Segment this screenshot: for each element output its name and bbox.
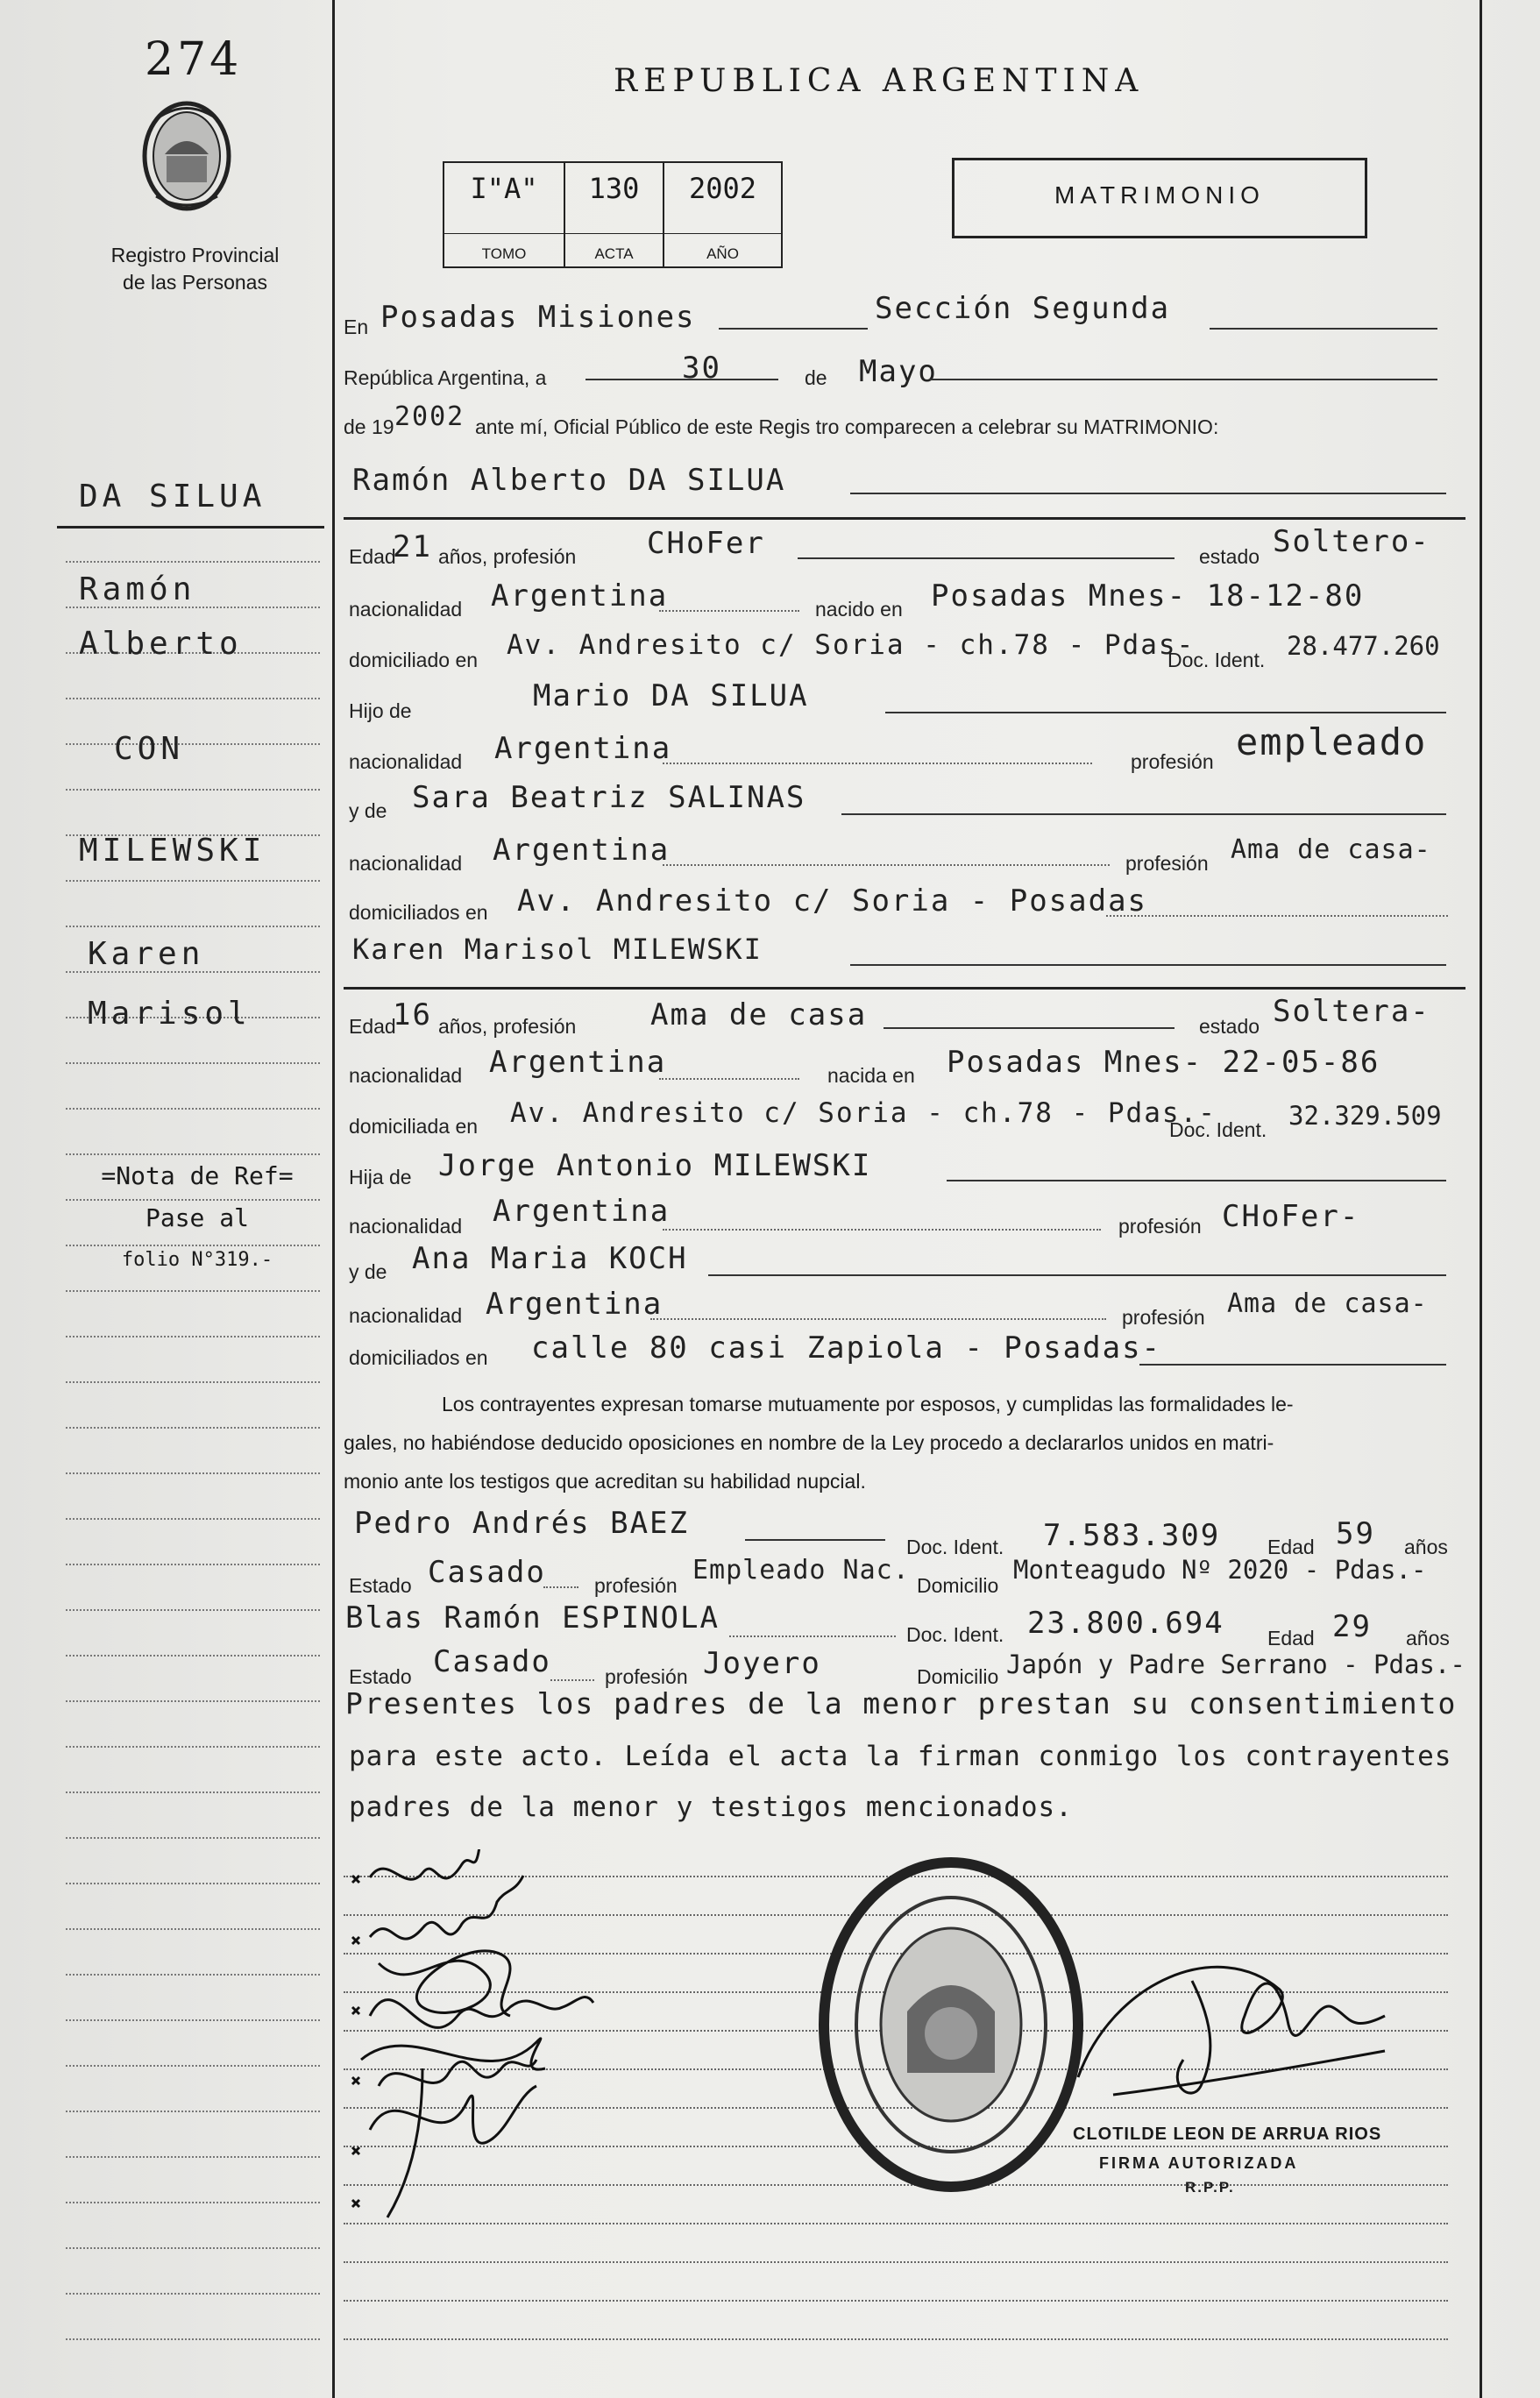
- bride-father-nac-dots: [663, 1229, 1101, 1231]
- groom-nacido-label: nacido en: [815, 598, 903, 621]
- closing-line1: Presentes los padres de la menor prestan su consentimiento: [345, 1686, 1458, 1720]
- margin-groom-surname: DA SILUA: [79, 479, 266, 514]
- official-seal-stamp: [815, 1854, 1087, 2196]
- witness1-edad-label: Edad: [1267, 1536, 1315, 1558]
- bride-father-prof: CHoFer-: [1222, 1199, 1360, 1234]
- signature-dotted-line: [344, 2338, 1448, 2340]
- margin-dotted-line: [66, 1609, 320, 1611]
- intro-day: 30: [682, 351, 721, 386]
- bride-father-nac-label: nacionalidad: [349, 1215, 463, 1238]
- witness1-doc: 7.583.309: [1043, 1518, 1221, 1553]
- witness2-name-dots: [729, 1635, 896, 1637]
- bride-nac-label: nacionalidad: [349, 1064, 463, 1087]
- groom-nac-dots: [659, 610, 799, 612]
- margin-dotted-line: [66, 2338, 320, 2340]
- bride-father-prof-label: profesión: [1118, 1215, 1202, 1238]
- bride-father-line: [947, 1180, 1446, 1181]
- tomo-cell: [444, 163, 565, 266]
- margin-bride-first-name: Karen: [88, 936, 205, 972]
- record-id-box: [443, 161, 783, 268]
- margin-dotted-line: [66, 880, 320, 882]
- margin-dotted-line: [66, 1791, 320, 1793]
- margin-dotted-line: [66, 1108, 320, 1110]
- groom-mother-prof-label: profesión: [1125, 852, 1209, 875]
- groom-edad: 21: [393, 529, 432, 564]
- intro-month: Mayo: [859, 354, 938, 389]
- groom-hijo-label: Hijo de: [349, 699, 412, 722]
- margin-dotted-line: [66, 2247, 320, 2249]
- witness1-edad: 59: [1336, 1516, 1375, 1551]
- margin-dotted-line: [66, 561, 320, 563]
- witness2-edad: 29: [1332, 1609, 1372, 1644]
- left-margin-rule: [332, 0, 335, 2398]
- intro-seccion-line: [1210, 328, 1437, 330]
- margin-bride-surname: MILEWSKI: [79, 833, 266, 869]
- tomo-value: I"A": [470, 172, 538, 205]
- margin-dotted-line: [66, 926, 320, 927]
- acta-value: 130: [588, 172, 640, 205]
- groom-father-nac-label: nacionalidad: [349, 750, 463, 773]
- witness2-estado: Casado: [433, 1644, 551, 1679]
- groom-father-nac: Argentina: [494, 731, 672, 766]
- bride-anios-label: años, profesión: [438, 1015, 577, 1038]
- margin-dotted-line: [66, 2019, 320, 2021]
- bride-nacida: Posadas Mnes- 22-05-86: [947, 1045, 1380, 1080]
- declaration-line1: Los contrayentes expresan tomarse mutuamente por esposos, y cumplidas las formalidades le-: [442, 1393, 1294, 1415]
- margin-dotted-line: [66, 1837, 320, 1839]
- bride-profesion-line: [884, 1027, 1175, 1029]
- provincial-coat-of-arms-icon: [130, 93, 244, 216]
- witness1-name: Pedro Andrés BAEZ: [354, 1506, 689, 1541]
- closing-line3: padres de la menor y testigos mencionados.: [349, 1791, 1073, 1823]
- witness1-profesion: Empleado Nac.: [692, 1555, 910, 1586]
- witness1-estado: Casado: [428, 1555, 546, 1590]
- witness1-name-line: [745, 1539, 885, 1541]
- groom-father-prof: empleado: [1236, 720, 1428, 763]
- groom-name: Ramón Alberto DA SILUA: [352, 463, 786, 498]
- folio-number: 274: [145, 33, 243, 86]
- groom-mother-line: [841, 813, 1446, 815]
- bride-profesion: Ama de casa: [650, 997, 868, 1032]
- witness1-estado-label: Estado: [349, 1574, 412, 1597]
- bride-nacida-label: nacida en: [827, 1064, 915, 1087]
- witness2-dom-label: Domicilio: [917, 1665, 999, 1688]
- anio-cell: [664, 163, 783, 266]
- signature-dotted-line: [344, 2300, 1448, 2302]
- groom-anios-label: años, profesión: [438, 545, 577, 568]
- witness2-estado-dots: [550, 1679, 594, 1681]
- groom-domicilio: Av. Andresito c/ Soria - ch.78 - Pdas-: [507, 629, 1196, 661]
- margin-con: CON: [114, 731, 185, 767]
- margin-dotted-line: [66, 1700, 320, 1702]
- witness2-edad-label: Edad: [1267, 1627, 1315, 1650]
- margin-name-underline: [57, 526, 324, 529]
- witness2-domicilio: Japón y Padre Serrano - Pdas.-: [1006, 1650, 1465, 1679]
- witness2-doc: 23.800.694: [1027, 1606, 1224, 1641]
- bride-parents-dom-line: [1139, 1364, 1446, 1366]
- intro-place: Posadas Misiones: [380, 300, 696, 335]
- declaration-line2: gales, no habiéndose deducido oposiciones en nombre de la Ley procedo a declararlos unidos en matri-: [344, 1431, 1274, 1454]
- margin-dotted-line: [66, 1290, 320, 1292]
- reference-note-line3: folio N°319.-: [121, 1249, 273, 1271]
- groom-name-line: [850, 493, 1446, 494]
- groom-doms-label: domiciliados en: [349, 901, 488, 924]
- authority-signature: [1061, 1928, 1411, 2130]
- bride-estado-label: estado: [1199, 1015, 1260, 1038]
- country-title: REPUBLICA ARGENTINA: [614, 63, 1145, 99]
- groom-nacido: Posadas Mnes- 18-12-80: [931, 578, 1365, 614]
- groom-parents-dom: Av. Andresito c/ Soria - Posadas: [517, 883, 1148, 919]
- bride-mother: Ana Maria KOCH: [412, 1241, 688, 1276]
- margin-dotted-line: [66, 1062, 320, 1064]
- margin-groom-second-name: Alberto: [79, 626, 243, 662]
- groom-section-rule: [344, 517, 1465, 520]
- witness2-doc-label: Doc. Ident.: [906, 1623, 1004, 1646]
- bride-nacionalidad: Argentina: [489, 1045, 667, 1080]
- groom-mother: Sara Beatriz SALINAS: [412, 780, 806, 815]
- reference-note-line1: =Nota de Ref=: [101, 1161, 294, 1190]
- groom-mother-nac-dots: [663, 864, 1110, 866]
- margin-dotted-line: [66, 1746, 320, 1748]
- margin-dotted-line: [66, 2293, 320, 2295]
- margin-dotted-line: [66, 1427, 320, 1429]
- intro-de-label: de: [805, 366, 827, 389]
- margin-dotted-line: [66, 1472, 320, 1474]
- reference-note: [66, 1155, 329, 1281]
- groom-nacionalidad: Argentina: [491, 578, 669, 614]
- witness2-name: Blas Ramón ESPINOLA: [345, 1600, 720, 1635]
- witness1-prof-label: profesión: [594, 1574, 678, 1597]
- margin-groom-first-name: Ramón: [79, 571, 196, 607]
- bride-doc: 32.329.509: [1288, 1101, 1442, 1131]
- bride-dom-label: domiciliada en: [349, 1115, 479, 1138]
- bride-mother-prof-label: profesión: [1122, 1306, 1205, 1329]
- bride-name-line: [850, 964, 1446, 966]
- witness1-anios: años: [1404, 1536, 1448, 1558]
- bride-yde-label: y de: [349, 1260, 387, 1283]
- margin-dotted-line: [66, 789, 320, 791]
- groom-father-prof-label: profesión: [1131, 750, 1214, 773]
- groom-edad-label: Edad: [349, 545, 396, 568]
- margin-bride-second-name: Marisol: [88, 996, 252, 1032]
- signatures-contrayentes: [344, 1849, 633, 2235]
- bride-mother-nac: Argentina: [486, 1287, 664, 1322]
- witness1-estado-dots: [543, 1586, 578, 1588]
- intro-place-line: [719, 328, 868, 330]
- bride-name: Karen Marisol MILEWSKI: [352, 933, 763, 966]
- groom-parents-dom-dots: [1106, 915, 1448, 917]
- groom-doc: 28.477.260: [1287, 631, 1440, 661]
- groom-yde-label: y de: [349, 799, 387, 822]
- witness2-anios: años: [1406, 1627, 1450, 1650]
- intro-en-label: En: [344, 316, 369, 338]
- groom-mother-nac: Argentina: [493, 833, 671, 868]
- intro-text: ante mí, Oficial Público de este Regis tro comparecen a celebrar su MATRIMONIO:: [475, 415, 1219, 438]
- intro-de19-label: de 19: [344, 415, 394, 438]
- intro-month-line: [929, 379, 1437, 380]
- bride-mother-nac-label: nacionalidad: [349, 1304, 463, 1327]
- tomo-label: TOMO: [481, 245, 527, 262]
- record-type-box: [952, 158, 1367, 238]
- groom-father-nac-dots: [663, 763, 1092, 764]
- margin-dotted-line: [66, 743, 320, 745]
- bride-mother-prof: Ama de casa-: [1227, 1288, 1428, 1319]
- anio-label: AÑO: [706, 245, 739, 262]
- margin-dotted-line: [66, 1564, 320, 1565]
- bride-parents-dom: calle 80 casi Zapiola - Posadas-: [531, 1330, 1162, 1366]
- groom-dom-label: domiciliado en: [349, 649, 479, 671]
- declaration-line3: monio ante los testigos que acreditan su habilidad nupcial.: [344, 1470, 866, 1493]
- margin-dotted-line: [66, 1974, 320, 1976]
- groom-mother-prof: Ama de casa-: [1231, 834, 1431, 865]
- bride-edad-label: Edad: [349, 1015, 396, 1038]
- bride-doms-label: domiciliados en: [349, 1346, 488, 1369]
- groom-mother-nac-label: nacionalidad: [349, 852, 463, 875]
- authority-role: FIRMA AUTORIZADA: [1099, 2154, 1299, 2172]
- bride-domicilio: Av. Andresito c/ Soria - ch.78 - Pdas.-: [510, 1097, 1217, 1129]
- record-box-divider: [444, 233, 781, 234]
- margin-dotted-line: [66, 2065, 320, 2067]
- acta-label: ACTA: [594, 245, 634, 262]
- groom-profesion: CHoFer: [647, 526, 765, 561]
- margin-dotted-line: [66, 1928, 320, 1930]
- groom-doc-label: Doc. Ident.: [1167, 649, 1266, 671]
- bride-section-rule: [344, 987, 1465, 990]
- witness1-dom-label: Domicilio: [917, 1574, 999, 1597]
- witness2-prof-label: profesión: [605, 1665, 688, 1688]
- bride-mother-nac-dots: [650, 1318, 1106, 1320]
- groom-nac-label: nacionalidad: [349, 598, 463, 621]
- groom-father-line: [885, 712, 1446, 713]
- witness1-domicilio: Monteagudo Nº 2020 - Pdas.-: [1013, 1555, 1427, 1585]
- bride-nac-dots: [659, 1078, 799, 1080]
- closing-line2: para este acto. Leída el acta la firman conmigo los contrayentes: [349, 1741, 1452, 1772]
- bride-doc-label: Doc. Ident.: [1169, 1118, 1267, 1141]
- groom-estado: Soltero-: [1273, 524, 1430, 559]
- right-margin-rule: [1480, 0, 1482, 2398]
- groom-father: Mario DA SILUA: [533, 678, 809, 713]
- acta-cell: [565, 163, 664, 266]
- witness2-estado-label: Estado: [349, 1665, 412, 1688]
- groom-estado-label: estado: [1199, 545, 1260, 568]
- intro-year: 2002: [394, 401, 465, 432]
- bride-hija-label: Hija de: [349, 1166, 412, 1188]
- signature-dotted-line: [344, 2261, 1448, 2263]
- anio-value: 2002: [688, 172, 757, 205]
- margin-dotted-line: [66, 698, 320, 699]
- margin-dotted-line: [66, 1336, 320, 1337]
- registry-name-line1: Registro Provincial: [110, 244, 280, 266]
- bride-estado: Soltera-: [1273, 994, 1430, 1029]
- registry-name-line2: de las Personas: [123, 271, 267, 294]
- groom-profesion-line: [798, 557, 1175, 559]
- record-type-title: MATRIMONIO: [1054, 181, 1265, 209]
- registry-name: [83, 242, 307, 296]
- reference-note-line2: Pase al: [145, 1203, 249, 1232]
- margin-dotted-line: [66, 2111, 320, 2112]
- bride-mother-line: [708, 1274, 1446, 1276]
- authority-name: CLOTILDE LEON DE ARRUA RIOS: [1073, 2125, 1382, 2144]
- witness2-profesion: Joyero: [703, 1646, 821, 1681]
- authority-org: R.P.P.: [1185, 2179, 1235, 2196]
- declaration-paragraph: [344, 1385, 1455, 1501]
- bride-father: Jorge Antonio MILEWSKI: [438, 1148, 872, 1183]
- witness1-doc-label: Doc. Ident.: [906, 1536, 1004, 1558]
- bride-edad: 16: [393, 997, 432, 1032]
- margin-dotted-line: [66, 2202, 320, 2203]
- margin-dotted-line: [66, 1381, 320, 1383]
- margin-dotted-line: [66, 1883, 320, 1884]
- margin-dotted-line: [66, 1518, 320, 1520]
- margin-dotted-line: [66, 1655, 320, 1657]
- intro-rep-label: República Argentina, a: [344, 366, 547, 389]
- intro-seccion: Sección Segunda: [875, 291, 1171, 326]
- margin-dotted-line: [66, 2156, 320, 2158]
- bride-father-nac: Argentina: [493, 1194, 671, 1229]
